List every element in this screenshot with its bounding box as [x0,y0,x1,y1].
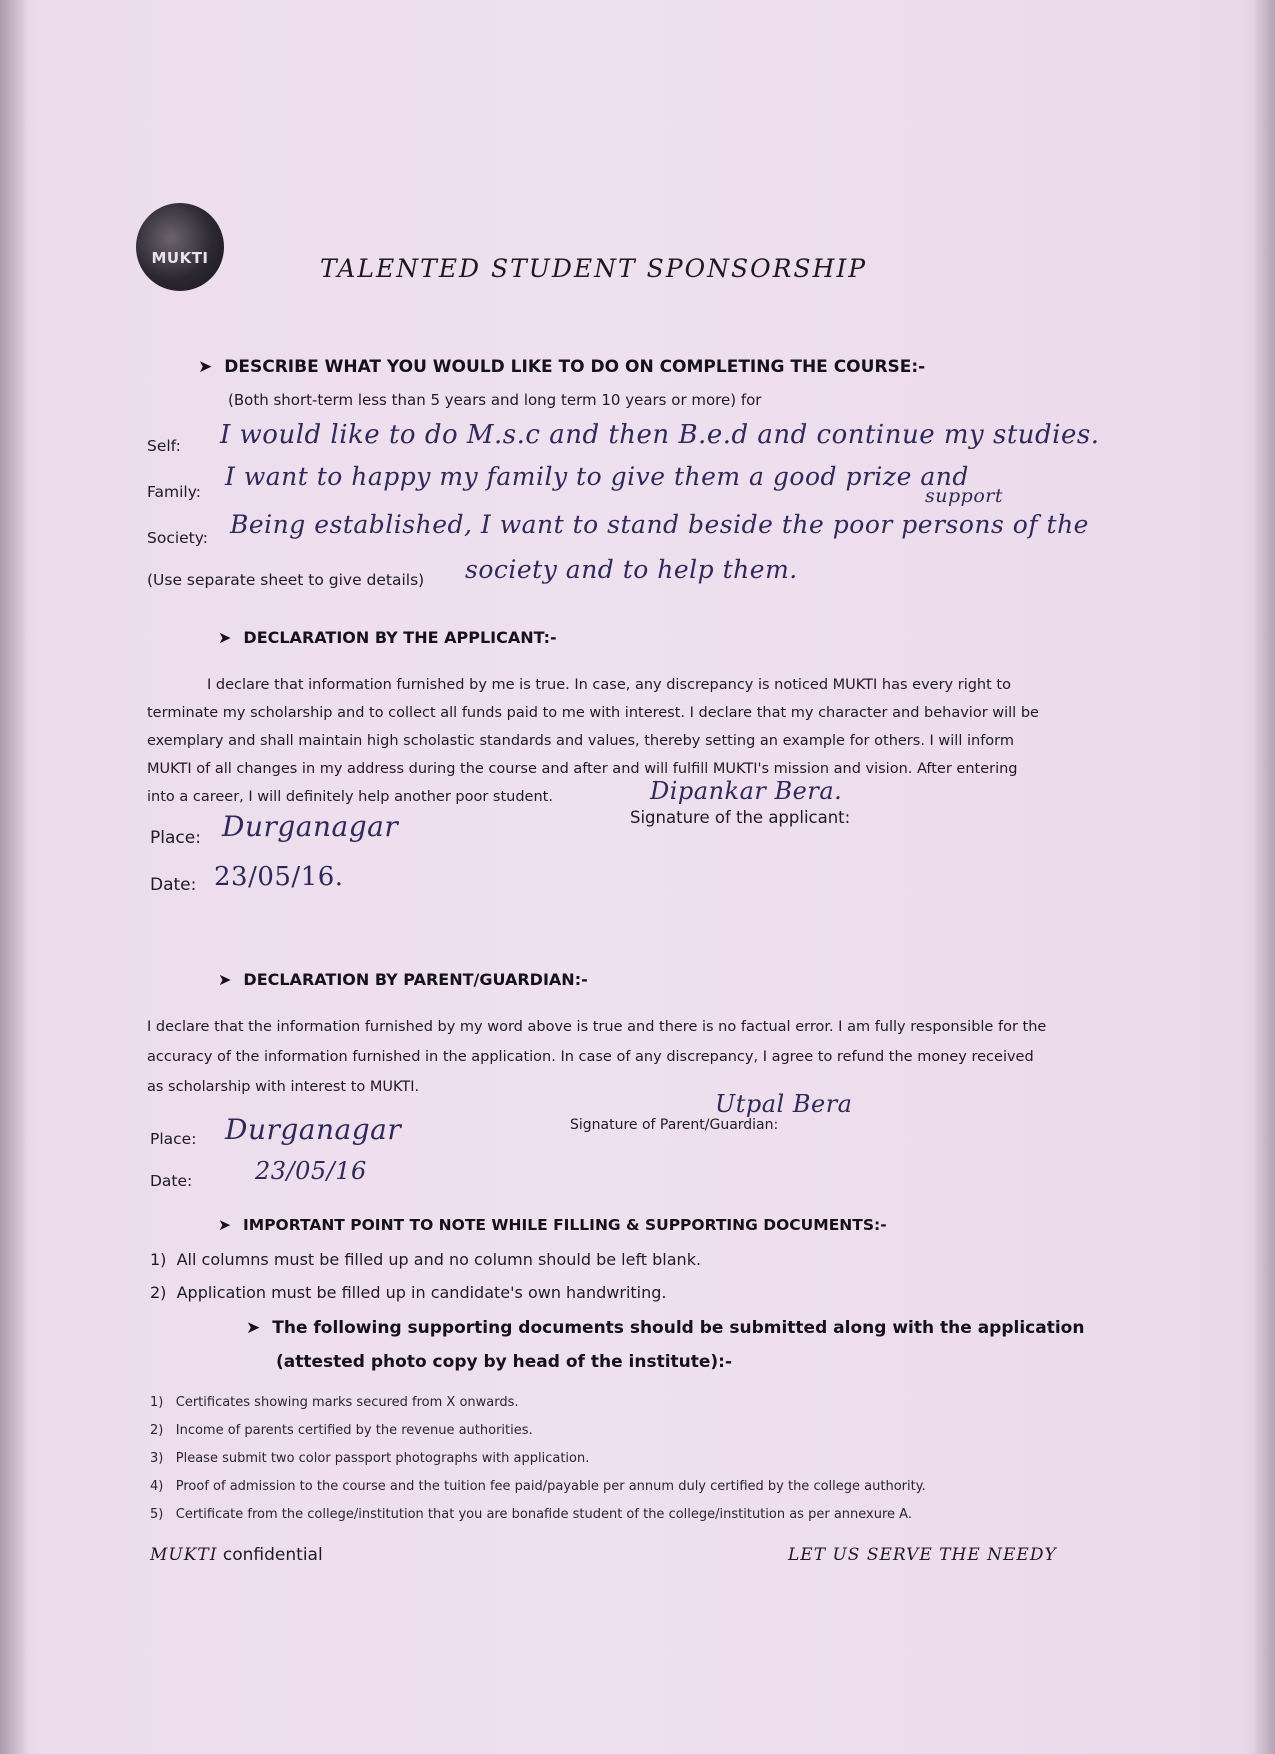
applicant-date-label: Date: [150,875,197,895]
applicant-date-value: 23/05/16. [214,862,344,892]
applicant-signature-label: Signature of the applicant: [630,808,851,827]
family-answer: I want to happy my family to give them a good prize and [225,462,969,491]
list-item: 1) All columns must be filled up and no column should be left blank. [150,1250,702,1269]
applicant-declaration-heading: ➤ DECLARATION BY THE APPLICANT:- [218,628,557,647]
arrow-bullet-icon: ➤ [218,628,232,647]
family-label: Family: [147,483,201,501]
course-heading: ➤ DESCRIBE WHAT YOU WOULD LIKE TO DO ON COMPLETING THE COURSE:- [198,357,926,377]
society-label: Society: [147,529,209,547]
page-right-edge [1253,0,1275,1754]
supporting-docs-heading: ➤ The following supporting documents should be submitted along with the application [246,1318,1085,1338]
society-answer: Being established, I want to stand beside the poor persons of the [230,510,1089,539]
arrow-bullet-icon: ➤ [218,970,232,989]
guardian-signature-label: Signature of Parent/Guardian: [570,1117,779,1133]
applicant-place-label: Place: [150,828,201,848]
applicant-declaration-text: I declare that information furnished by me is true. In case, any discrepancy is noticed MUKTI has every right to terminate my scholarship and to collect all funds paid to me with interest. I declare that my character and behavior will be exemplary and shall maintain high scholastic standards and values, thereby setting an example for others. I will inform MUKTI of all changes in my address during the course and after and will fulfill MUKTI's mission and vision. After entering into a career, I will definitely help another poor student. [147,677,1039,805]
guardian-declaration-text: I declare that the information furnished by my word above is true and there is no factual error. I am fully responsible for the accuracy of the information furnished in the application. In case of any discrepancy, I agree to refund the money received as scholarship with interest to MUKTI. [147,1019,1047,1095]
important-points-heading: ➤ IMPORTANT POINT TO NOTE WHILE FILLING & SUPPORTING DOCUMENTS:- [218,1216,887,1234]
applicant-signature: Dipankar Bera. [650,777,843,805]
guardian-declaration-heading: ➤ DECLARATION BY PARENT/GUARDIAN:- [218,970,588,989]
list-item: 3) Please submit two color passport photographs with application. [150,1451,590,1466]
arrow-bullet-icon: ➤ [198,357,213,377]
guardian-signature: Utpal Bera [715,1090,853,1118]
logo-text: MUKTI [151,249,209,267]
family-answer-note: support [925,485,1003,507]
list-item: 5) Certificate from the college/institution that you are bonafide student of the college/institution as per annexure A. [150,1507,912,1522]
self-answer: I would like to do M.s.c and then B.e.d and continue my studies. [220,420,1100,450]
list-item: 4) Proof of admission to the course and the tuition fee paid/payable per annum duly certified by the college authority. [150,1479,926,1494]
footer-tagline: LET US SERVE THE NEEDY [788,1545,1057,1565]
arrow-bullet-icon: ➤ [246,1318,261,1338]
self-label: Self: [147,437,181,455]
guardian-date-value: 23/05/16 [255,1157,367,1185]
guardian-date-label: Date: [150,1172,193,1190]
page-edge-shadow [0,0,28,1754]
society-answer-cont: society and to help them. [465,555,798,584]
form-title: TALENTED STUDENT SPONSORSHIP [320,254,868,283]
mukti-logo [136,203,224,291]
footer-confidential: MUKTI confidential [150,1545,323,1565]
separate-sheet-note: (Use separate sheet to give details) [147,571,425,589]
course-subheading: (Both short-term less than 5 years and long term 10 years or more) for [228,391,762,409]
list-item: 2) Income of parents certified by the revenue authorities. [150,1423,533,1438]
guardian-place-value: Durganagar [225,1113,402,1146]
list-item: 1) Certificates showing marks secured from X onwards. [150,1395,519,1410]
arrow-bullet-icon: ➤ [218,1216,231,1234]
guardian-place-label: Place: [150,1130,197,1148]
applicant-place-value: Durganagar [222,810,399,843]
list-item: 2) Application must be filled up in candidate's own handwriting. [150,1283,667,1302]
supporting-docs-subheading: (attested photo copy by head of the institute):- [276,1352,733,1372]
